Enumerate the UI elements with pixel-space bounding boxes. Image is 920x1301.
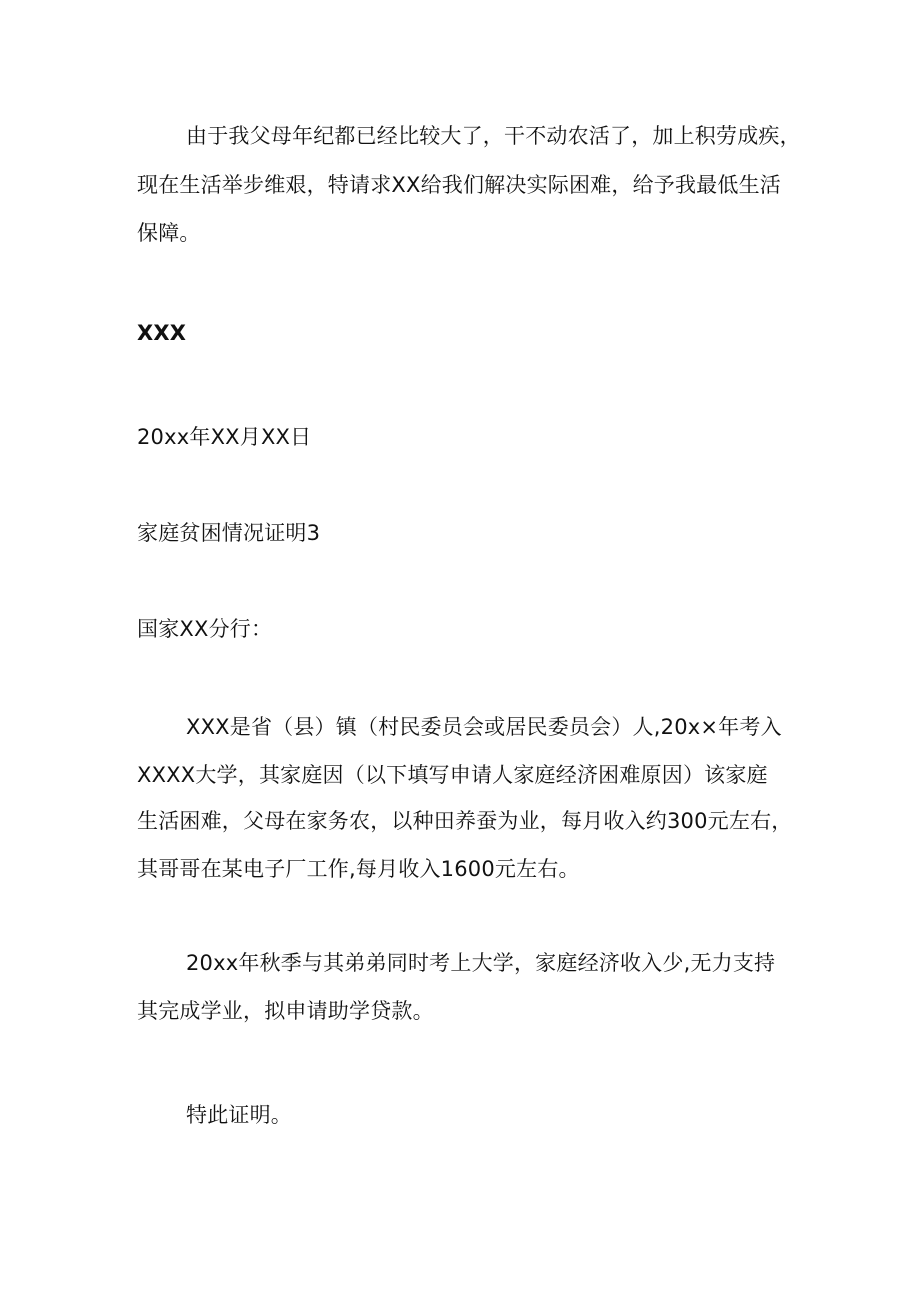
paragraph-3-line-2: 其完成学业，拟申请助学贷款。 xyxy=(137,999,434,1023)
paragraph-3-line-1: 20xx年秋季与其弟弟同时考上大学，家庭经济收入少,无力支持 xyxy=(186,951,776,975)
salutation: 国家XX分行： xyxy=(137,617,273,641)
paragraph-1-line-2: 现在生活举步维艰，特请求XX给我们解决实际困难，给予我最低生活 xyxy=(137,173,781,197)
paragraph-2-line-3: 生活困难，父母在家务农，以种田养蚕为业，每月收入约300元左右， xyxy=(137,809,793,833)
document-title: 家庭贫困情况证明3 xyxy=(137,521,321,545)
paragraph-2-line-4: 其哥哥在某电子厂工作,每月收入1600元左右。 xyxy=(137,857,580,881)
paragraph-1-line-1: 由于我父母年纪都已经比较大了，干不动农活了，加上积劳成疾， xyxy=(186,124,801,148)
paragraph-1-line-3: 保障。 xyxy=(137,221,201,245)
closing: 特此证明。 xyxy=(186,1103,292,1127)
paragraph-2-line-2: XXXX大学，其家庭因（以下填写申请人家庭经济困难原因）该家庭 xyxy=(137,763,768,787)
signature: XXX xyxy=(137,321,187,345)
paragraph-2-line-1: XXX是省（县）镇（村民委员会或居民委员会）人,20x×年考入 xyxy=(186,715,782,739)
date: 20xx年XX月XX日 xyxy=(137,425,312,449)
